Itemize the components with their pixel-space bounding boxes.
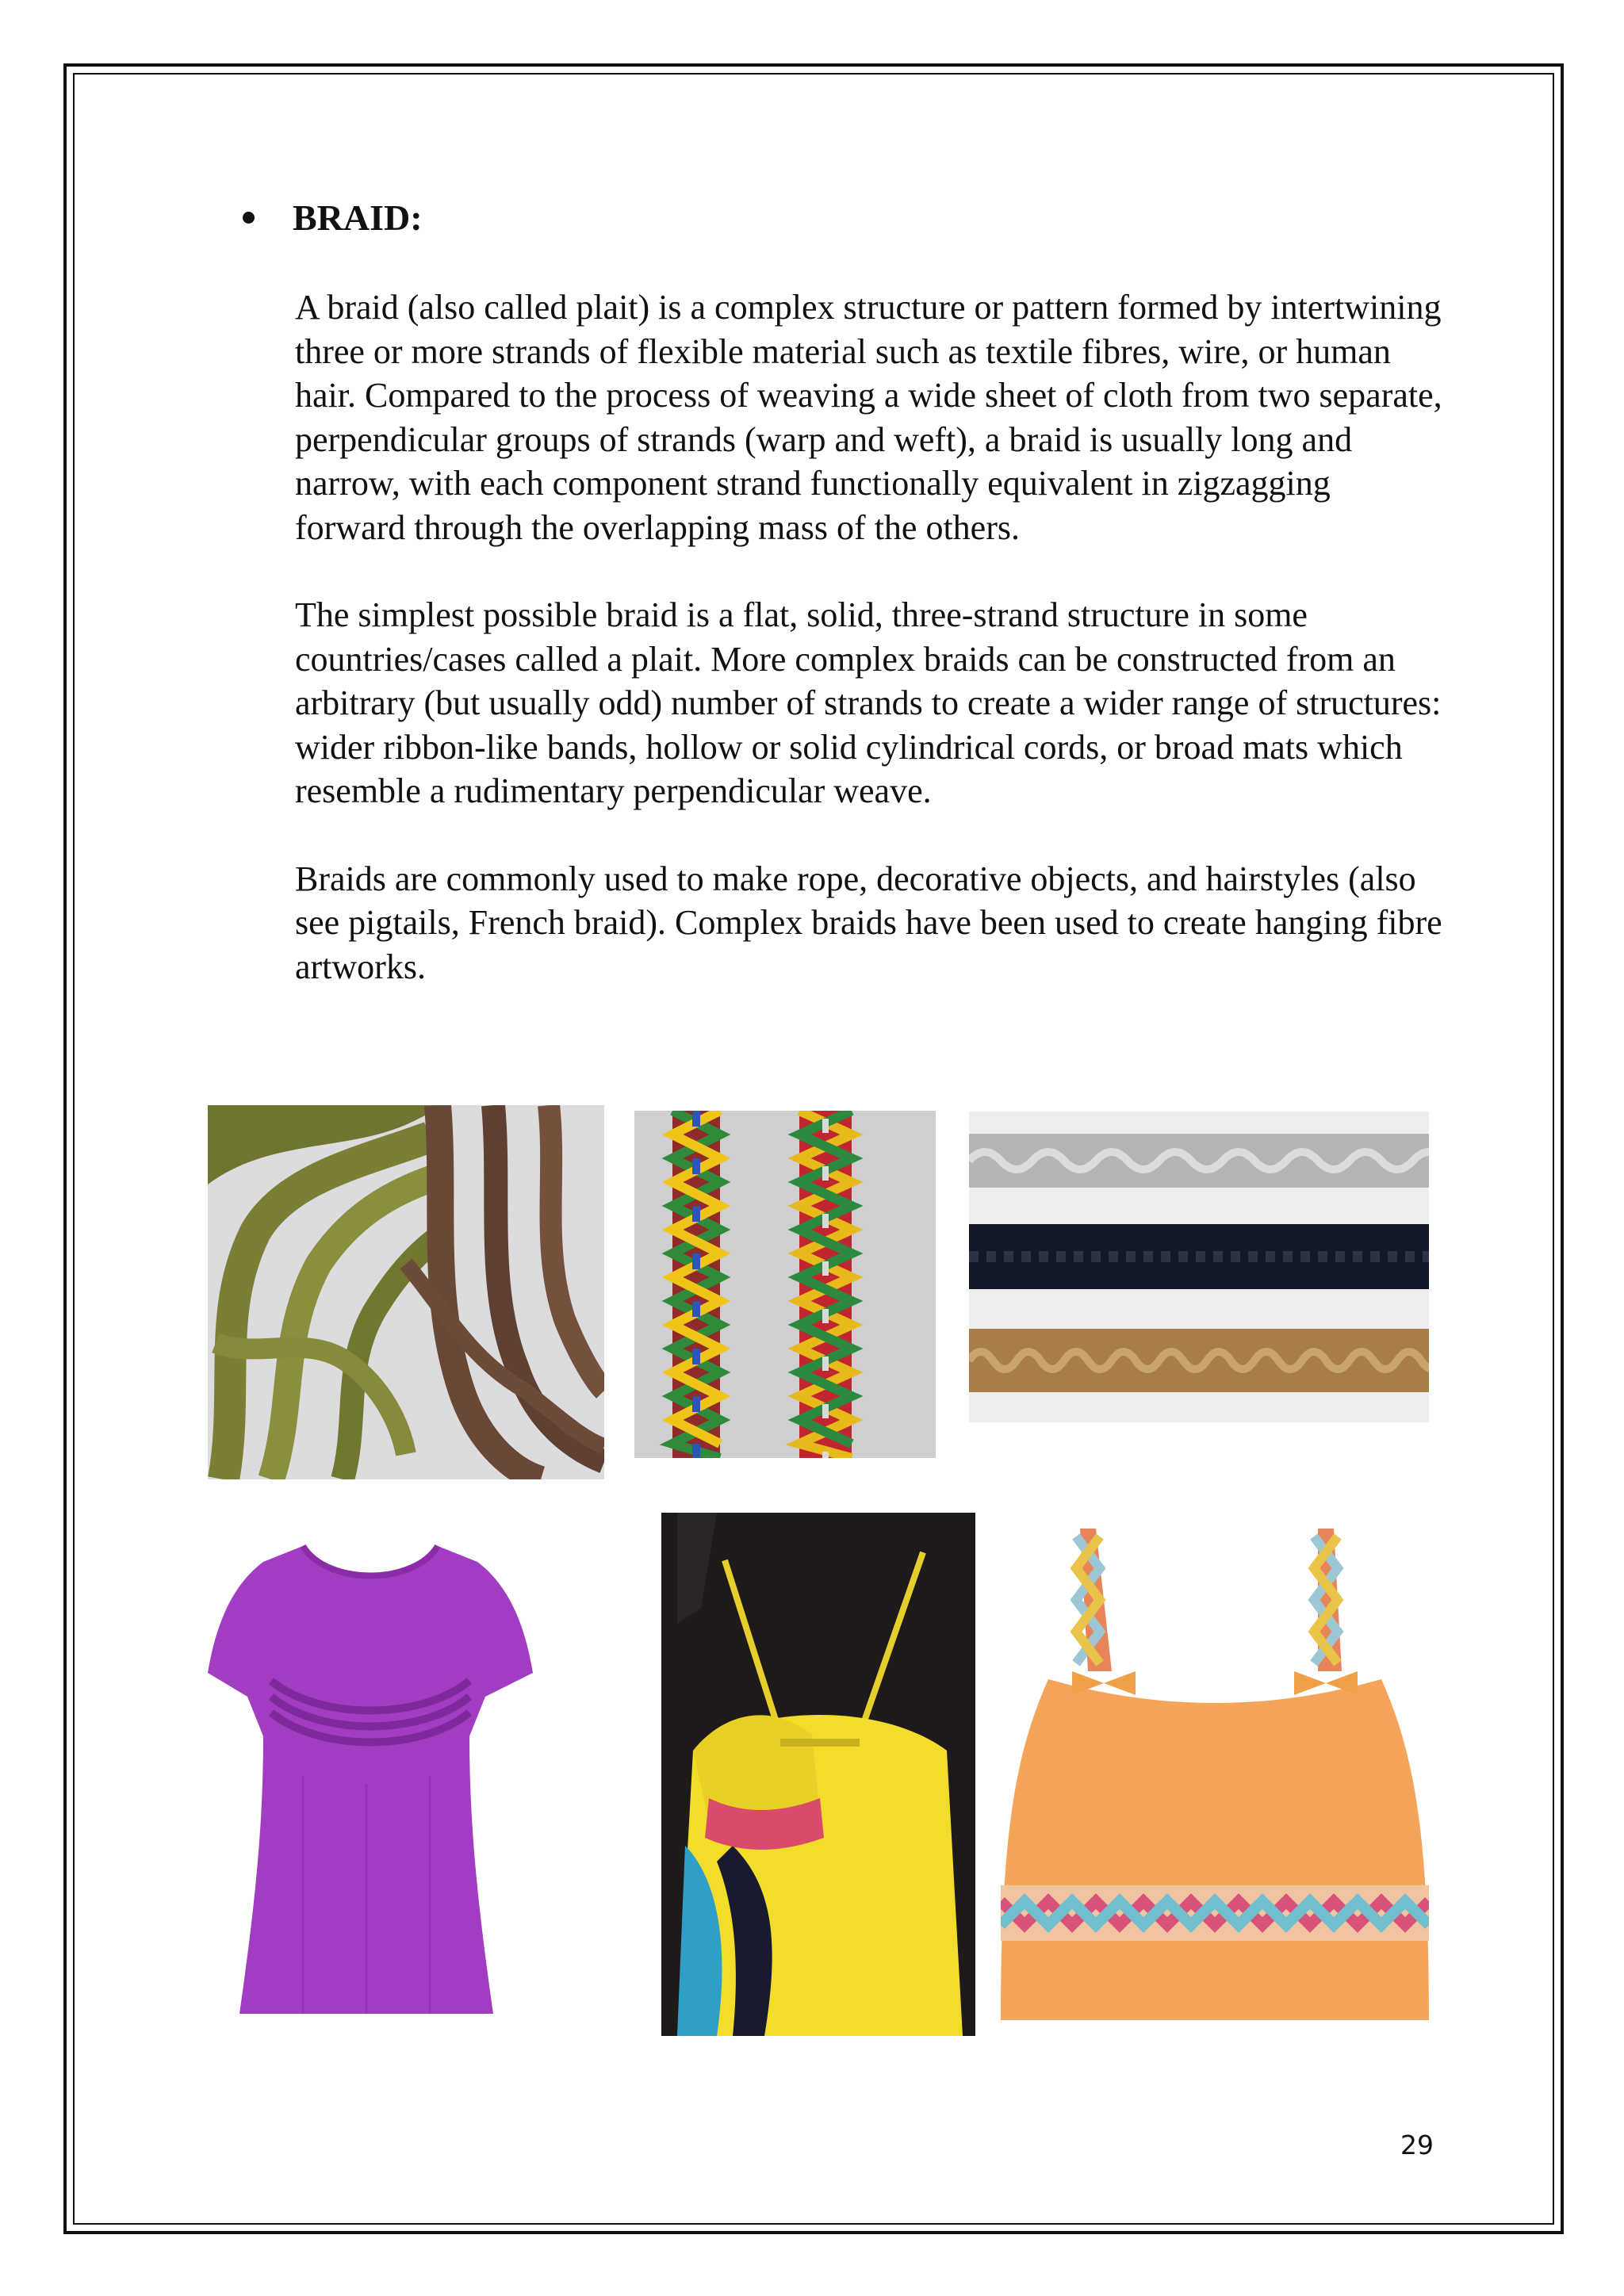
section-heading (243, 197, 423, 239)
section-heading-text: BRAID: (293, 197, 423, 238)
orange-dress-photo (1001, 1513, 1429, 2020)
bullet-icon (243, 212, 255, 224)
page-number: 29 (1400, 2130, 1434, 2160)
paragraph-2: The simplest possible braid is a flat, solid, three-strand structure in some countries/cases called a plait. More complex braids can be constructed from an arbitrary (but usually odd) number of strands to create a wider range of structures: wider ribbon-like bands, hollow or solid cylindrical cords, or broad mats which resemble a rudimentary perpendicular weave. (295, 595, 1442, 810)
olive-brown-braid-photo (208, 1105, 604, 1479)
purple-top-photo (208, 1538, 533, 2022)
paragraph-1: A braid (also called plait) is a complex structure or pattern formed by intertwining three or more strands of flexible material such as textile fibres, wire, or human hair. Compared to the process of weaving a wide sheet of cloth from two separate, perpendicular groups of strands (warp and weft), a braid is usually long and narrow, with each component strand functionally equivalent in zigzagging forward through the overlapping mass of the others. (295, 288, 1442, 547)
body-text (295, 285, 1445, 1032)
gimp-trims-photo (969, 1112, 1429, 1422)
yellow-dress-photo (661, 1513, 975, 2036)
paragraph-3: Braids are commonly used to make rope, decorative objects, and hairstyles (also see pigtails, French braid). Complex braids have been used to create hanging fibre artworks. (295, 859, 1442, 986)
multicolor-cord-photo (634, 1111, 936, 1458)
